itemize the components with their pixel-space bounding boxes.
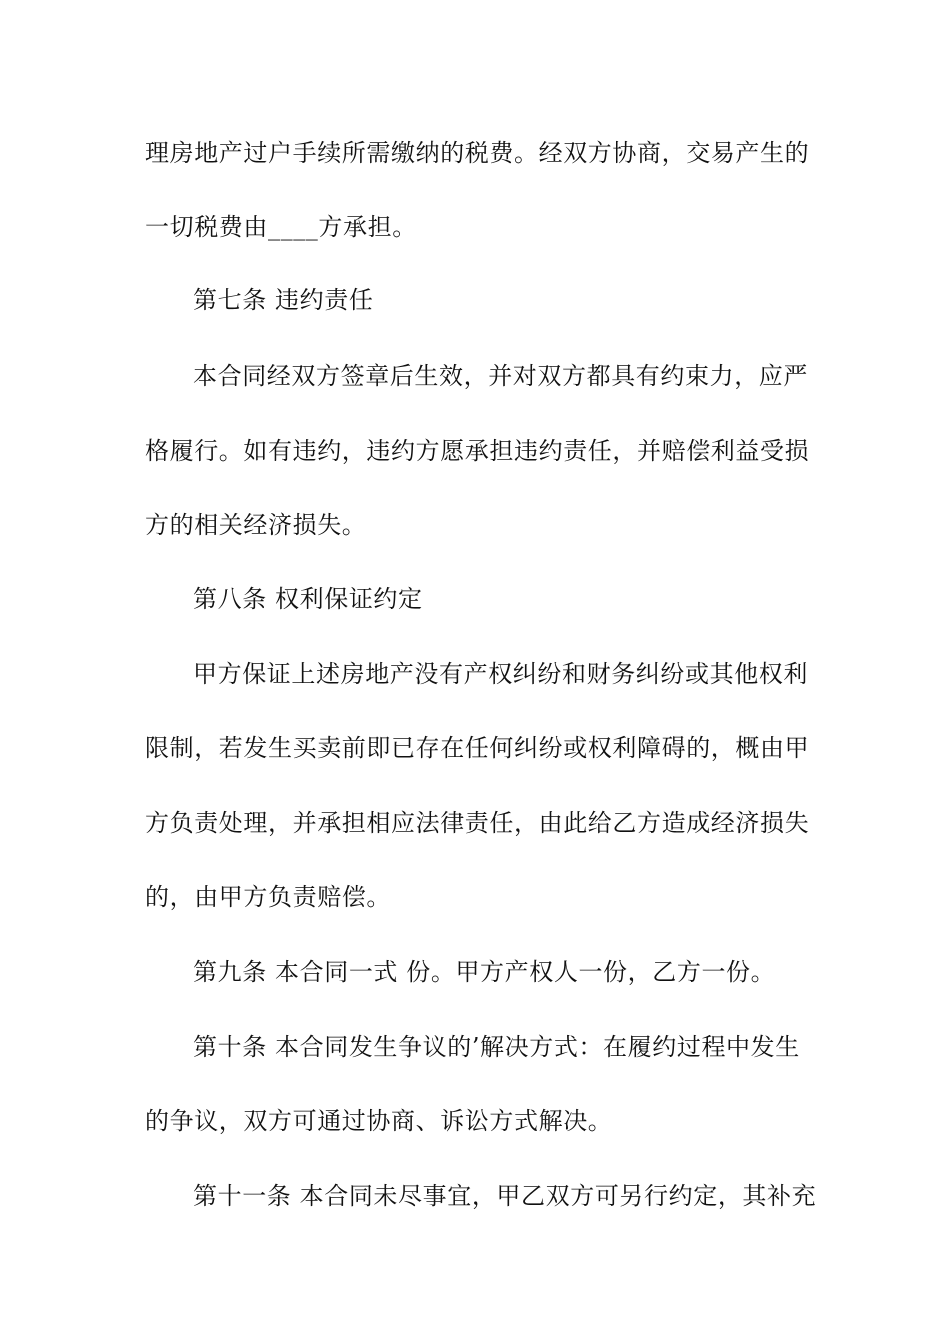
paragraph-7-line-3: 方的相关经济损失。 (145, 511, 367, 539)
paragraph-8-line-1: 甲方保证上述房地产没有产权纠纷和财务纠纷或其他权利 (193, 660, 808, 688)
section-11-line-1: 第十一条 本合同未尽事宜，甲乙双方可另行约定，其补充 (193, 1182, 817, 1210)
section-7-heading: 第七条 违约责任 (193, 286, 374, 314)
section-8-heading: 第八条 权利保证约定 (193, 585, 423, 613)
paragraph-8-line-3: 方负责处理，并承担相应法律责任，由此给乙方造成经济损失 (145, 809, 810, 837)
paragraph-7-line-1: 本合同经双方签章后生效，并对双方都具有约束力，应严 (193, 362, 808, 390)
section-10-line-2: 的争议，双方可通过协商、诉讼方式解决。 (145, 1107, 613, 1135)
paragraph-8-line-4: 的，由甲方负责赔偿。 (145, 883, 391, 911)
body-line-1: 理房地产过户手续所需缴纳的税费。经双方协商，交易产生的 (145, 139, 810, 167)
section-9-line: 第九条 本合同一式 份。甲方产权人一份，乙方一份。 (193, 958, 776, 986)
paragraph-7-line-2: 格履行。如有违约，违约方愿承担违约责任，并赔偿利益受损 (145, 437, 810, 465)
paragraph-8-line-2: 限制，若发生买卖前即已存在任何纠纷或权利障碍的，概由甲 (145, 734, 810, 762)
section-10-line-1: 第十条 本合同发生争议的’解决方式：在履约过程中发生 (193, 1033, 800, 1061)
body-line-2: 一切税费由____方承担。 (145, 213, 417, 241)
